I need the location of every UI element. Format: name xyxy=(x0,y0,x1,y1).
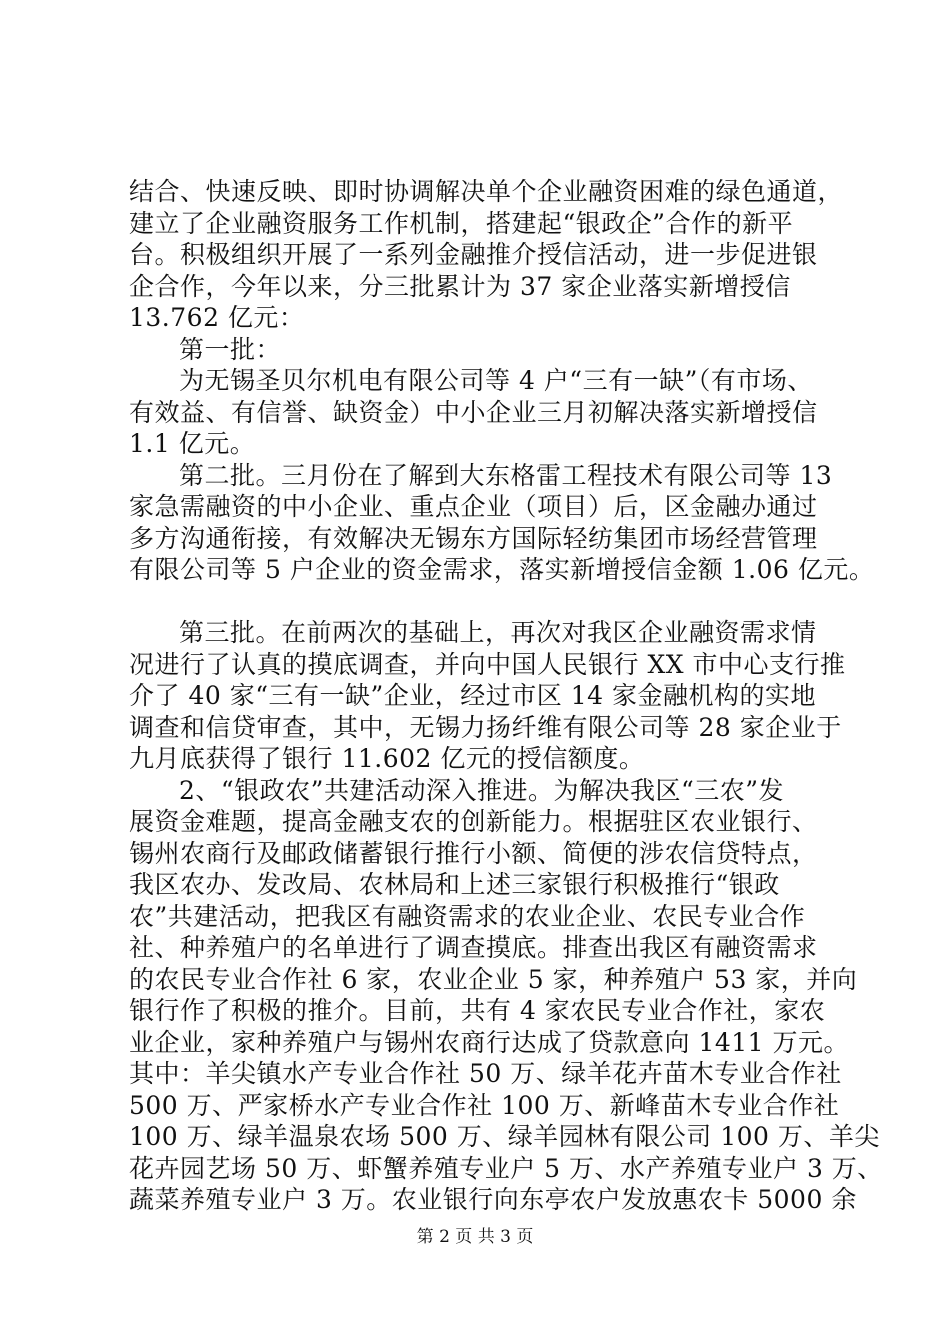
section-heading-batch-1: 第一批： xyxy=(179,334,282,364)
text-line: 500 万、严家桥水产专业合作社 100 万、新峰苗木专业合作社 xyxy=(129,1090,840,1120)
text-line: 我区农办、发改局、农林局和上述三家银行积极推行“银政 xyxy=(129,870,780,899)
text-line: 1.1 亿元。 xyxy=(129,429,256,458)
page-number: 第 2 页 共 3 页 xyxy=(416,1227,534,1247)
text-line: 况进行了认真的摸底调查，并向中国人民银行 XX 市中心支行推 xyxy=(129,649,846,679)
page-footer xyxy=(0,1226,950,1248)
text-line: 社、种养殖户的名单进行了调查摸底。排查出我区有融资需求 xyxy=(129,933,818,962)
text-line: 其中：羊尖镇水产专业合作社 50 万、绿羊花卉苗木专业合作社 xyxy=(129,1059,842,1088)
text-line: 蔬菜养殖专业户 3 万。农业银行向东亭农户发放惠农卡 5000 余 xyxy=(129,1185,857,1214)
text-line: 建立了企业融资服务工作机制，搭建起“银政企”合作的新平 xyxy=(129,208,794,238)
text-line: 业企业，家种养殖户与锡州农商行达成了贷款意向 1411 万元。 xyxy=(129,1027,850,1057)
text-line: 台。积极组织开展了一系列金融推介授信活动，进一步促进银 xyxy=(129,240,818,269)
text-line: 100 万、绿羊温泉农场 500 万、绿羊园林有限公司 100 万、羊尖 xyxy=(129,1122,880,1151)
text-line: 企合作，今年以来，分三批累计为 37 家企业落实新增授信 xyxy=(129,271,791,301)
text-line: 第三批。在前两次的基础上，再次对我区企业融资需求情 xyxy=(179,618,817,647)
text-line: 的农民专业合作社 6 家，农业企业 5 家，种养殖户 53 家，并向 xyxy=(129,964,858,994)
text-line: 农”共建活动，把我区有融资需求的农业企业、农民专业合作 xyxy=(129,901,806,931)
text-line: 第二批。三月份在了解到大东格雷工程技术有限公司等 13 xyxy=(179,460,833,490)
document-body xyxy=(129,176,883,1216)
text-line: 九月底获得了银行 11.602 亿元的授信额度。 xyxy=(129,744,645,773)
text-line: 13.762 亿元： xyxy=(129,303,305,332)
text-line: 多方沟通衔接，有效解决无锡东方国际轻纺集团市场经营管理 xyxy=(129,523,818,553)
text-line: 展资金难题，提高金融支农的创新能力。根据驻区农业银行、 xyxy=(129,807,818,836)
text-line: 有限公司等 5 户企业的资金需求，落实新增授信金额 1.06 亿元。 xyxy=(129,555,875,584)
text-line: 结合、快速反映、即时协调解决单个企业融资困难的绿色通道， xyxy=(129,177,844,206)
text-line: 有效益、有信誉、缺资金）中小企业三月初解决落实新增授信 xyxy=(129,397,818,427)
text-line: 家急需融资的中小企业、重点企业（项目）后，区金融办通过 xyxy=(129,492,818,521)
text-line: 锡州农商行及邮政储蓄银行推行小额、简便的涉农信贷特点， xyxy=(129,838,818,868)
text-line: 银行作了积极的推介。目前，共有 4 家农民专业合作社，家农 xyxy=(129,996,826,1025)
paragraph-gap xyxy=(129,586,859,618)
text-line: 介了 40 家“三有一缺”企业，经过市区 14 家金融机构的实地 xyxy=(129,681,816,710)
text-line: 2、“银政农”共建活动深入推进。为解决我区“三农”发 xyxy=(179,775,785,805)
text-line: 为无锡圣贝尔机电有限公司等 4 户“三有一缺”（有市场、 xyxy=(179,366,813,395)
text-line: 调查和信贷审查，其中，无锡力扬纤维有限公司等 28 家企业于 xyxy=(129,712,842,742)
text-line: 花卉园艺场 50 万、虾蟹养殖专业户 5 万、水产养殖专业户 3 万、 xyxy=(129,1153,883,1183)
